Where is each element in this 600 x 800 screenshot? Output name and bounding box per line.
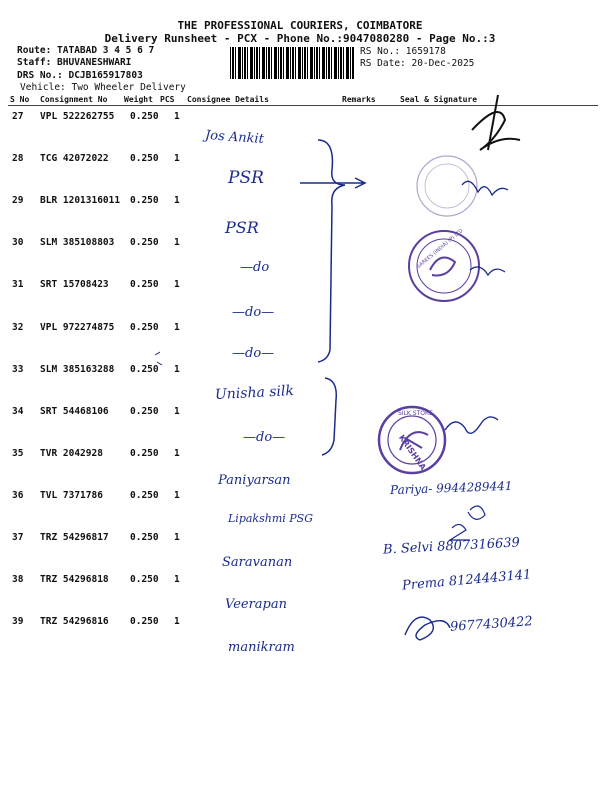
row-pcs: 1 [174,364,180,375]
row-weight: 0.250 [130,406,159,417]
signature-39: 9677430422 [449,614,534,635]
row-consignment-no: TRZ 54296816 [40,616,109,627]
row-weight: 0.250 [130,195,159,206]
row-weight: 0.250 [130,532,159,543]
stamp-silk-store-text: SILK STORE [398,410,433,417]
row-pcs: 1 [174,322,180,333]
col-sno: S No [10,95,30,104]
row-weight: 0.250 [130,448,159,459]
route-label: Route: TATABAD 3 4 5 6 7 [17,45,155,56]
consignee-34: Unisha silk [214,382,295,404]
consignee-35: —do— [243,430,286,445]
consignee-33: —do— [232,346,275,361]
stamp-krishna-text: KRISHNA [396,433,428,472]
row-sno: 39 [12,616,24,627]
row-pcs: 1 [174,195,180,206]
signature-38: Prema 8124443141 [401,567,532,594]
consignee-38: Saravanan [222,555,293,570]
row-consignment-no: TRZ 54296818 [40,574,109,585]
col-remarks: Remarks [342,95,376,104]
rs-number: RS No.: 1659178 [360,46,446,57]
company-title: THE PROFESSIONAL COURIERS, COIMBATORE [177,19,423,32]
row-pcs: 1 [174,574,180,585]
row-consignment-no: VPL 972274875 [40,322,115,333]
row-pcs: 1 [174,237,180,248]
row-pcs: 1 [174,153,180,164]
consignee-37: Lipakshmi PSG [228,512,313,525]
row-consignment-no: TVR 2042928 [40,448,103,459]
row-weight: 0.250 [130,490,159,501]
drs-label: DRS No.: DCJB165917803 [17,70,143,81]
row-sno: 29 [12,195,24,206]
col-pcs: PCS [160,95,175,104]
row-sno: 33 [12,364,24,375]
row-pcs: 1 [174,448,180,459]
row-pcs: 1 [174,532,180,543]
row-pcs: 1 [174,406,180,417]
consignee-extra: manikram [228,640,295,655]
consignee-31: —do [240,260,270,275]
row-pcs: 1 [174,616,180,627]
col-seal-signature: Seal & Signature [400,95,478,104]
consignee-30: PSR [225,218,259,237]
row-pcs: 1 [174,111,180,122]
rs-date: RS Date: 20-Dec-2025 [360,58,475,69]
row-pcs: 1 [174,279,180,290]
row-sno: 28 [12,153,24,164]
consignee-32: —do— [232,305,275,320]
row-consignment-no: BLR 1201316011 [40,195,121,206]
row-weight: 0.250 [130,364,159,375]
row-pcs: 1 [174,490,180,501]
consignee-39: Veerapan [225,597,287,612]
row-consignment-no: SLM 385163288 [40,364,115,375]
row-sno: 32 [12,322,24,333]
row-sno: 30 [12,237,24,248]
consignee-27: Jos Ankit [204,127,265,148]
row-weight: 0.250 [130,279,159,290]
row-weight: 0.250 [130,153,159,164]
consignee-28: PSR [228,168,264,188]
row-sno: 35 [12,448,24,459]
staff-label: Staff: BHUVANESHWARI [17,57,132,68]
row-sno: 27 [12,111,24,122]
row-weight: 0.250 [130,574,159,585]
consignee-36: Paniyarsan [218,473,291,488]
row-sno: 36 [12,490,24,501]
vehicle-label: Vehicle: Two Wheeler Delivery [20,82,186,93]
row-weight: 0.250 [130,237,159,248]
row-weight: 0.250 [130,322,159,333]
row-sno: 38 [12,574,24,585]
row-sno: 37 [12,532,24,543]
col-consignment: Consignment No [40,95,108,104]
row-sno: 31 [12,279,24,290]
row-consignment-no: SRT 54468106 [40,406,109,417]
col-weight: Weight [124,95,153,104]
row-weight: 0.250 [130,616,159,627]
row-consignment-no: TVL 7371786 [40,490,103,501]
row-consignment-no: VPL 522262755 [40,111,115,122]
row-consignment-no: TCG 42072022 [40,153,109,164]
row-sno: 34 [12,406,24,417]
row-consignment-no: SRT 15708423 [40,279,109,290]
row-consignment-no: SLM 385108803 [40,237,115,248]
runsheet-subtitle: Delivery Runsheet - PCX - Phone No.:9047080280 - Page No.:3 [104,32,496,45]
stamp-round-text: SAREES (INDIA) (P) LTD [415,227,465,271]
row-consignment-no: TRZ 54296817 [40,532,109,543]
signature-37: B. Selvi 8807316639 [382,535,521,558]
col-consignee-details: Consignee Details [187,95,269,104]
row-weight: 0.250 [130,111,159,122]
signature-36: Pariya- 9944289441 [389,478,513,498]
